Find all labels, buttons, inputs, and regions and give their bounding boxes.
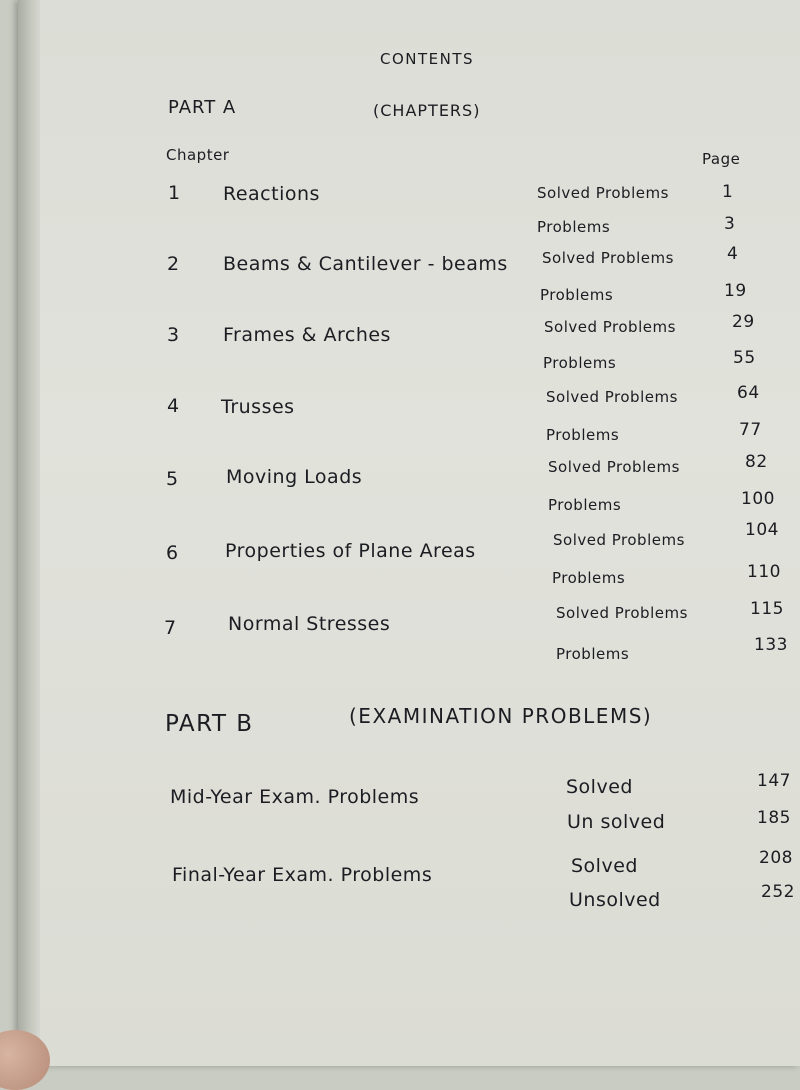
chapter-title: Normal Stresses: [228, 613, 391, 635]
problems-label: Problems: [548, 496, 622, 514]
unsolved-label: Unsolved: [569, 889, 661, 911]
chapter-title: Reactions: [223, 183, 320, 205]
solved-problems-label: Solved Problems: [544, 318, 676, 336]
part-a-subtitle: (CHAPTERS): [373, 101, 481, 120]
solved-problems-label: Solved Problems: [546, 388, 678, 406]
chapter-number: 5: [166, 468, 179, 490]
solved-problems-page: 104: [745, 520, 779, 540]
solved-problems-page: 29: [732, 312, 755, 332]
solved-page: 147: [757, 771, 791, 791]
problems-page: 19: [724, 281, 747, 301]
problems-page: 110: [747, 562, 781, 582]
solved-problems-label: Solved Problems: [537, 184, 669, 202]
solved-problems-label: Solved Problems: [548, 458, 680, 476]
chapter-number: 3: [167, 324, 180, 346]
problems-page: 100: [741, 489, 775, 509]
problems-page: 3: [724, 214, 736, 234]
solved-label: Solved: [566, 776, 633, 798]
part-b-subtitle: (EXAMINATION PROBLEMS): [349, 704, 653, 728]
chapter-title: Moving Loads: [226, 466, 363, 488]
unsolved-label: Un solved: [567, 811, 666, 833]
problems-page: 133: [754, 635, 788, 655]
page-title: CONTENTS: [380, 50, 475, 68]
problems-page: 55: [733, 348, 756, 368]
chapter-column-header: Chapter: [166, 146, 230, 164]
book-spine: [18, 0, 40, 1066]
chapter-number: 7: [164, 617, 177, 639]
unsolved-page: 185: [757, 808, 791, 828]
chapter-title: Frames & Arches: [223, 324, 391, 346]
page-column-header: Page: [702, 150, 741, 168]
exam-section-title: Mid-Year Exam. Problems: [170, 786, 420, 808]
chapter-title: Properties of Plane Areas: [225, 540, 476, 562]
problems-page: 77: [739, 420, 762, 440]
solved-problems-label: Solved Problems: [542, 249, 674, 267]
problems-label: Problems: [540, 286, 614, 304]
problems-label: Problems: [552, 569, 626, 587]
problems-label: Problems: [543, 354, 617, 372]
problems-label: Problems: [556, 645, 630, 663]
solved-problems-page: 64: [737, 383, 760, 403]
solved-label: Solved: [571, 855, 638, 877]
problems-label: Problems: [537, 218, 611, 236]
problems-label: Problems: [546, 426, 620, 444]
chapter-number: 4: [167, 395, 180, 417]
part-b-label: PART B: [165, 711, 254, 737]
chapter-number: 2: [167, 253, 180, 275]
solved-problems-label: Solved Problems: [556, 604, 688, 622]
chapter-title: Trusses: [221, 396, 295, 418]
chapter-number: 1: [168, 182, 181, 204]
solved-problems-page: 115: [750, 599, 784, 619]
solved-problems-page: 1: [722, 182, 734, 202]
solved-problems-page: 82: [745, 452, 768, 472]
solved-page: 208: [759, 848, 793, 868]
solved-problems-label: Solved Problems: [553, 531, 685, 549]
exam-section-title: Final-Year Exam. Problems: [172, 864, 433, 886]
chapter-number: 6: [166, 542, 179, 564]
chapter-title: Beams & Cantilever - beams: [223, 253, 508, 275]
part-a-label: PART A: [168, 97, 237, 118]
unsolved-page: 252: [761, 882, 795, 902]
solved-problems-page: 4: [727, 244, 739, 264]
